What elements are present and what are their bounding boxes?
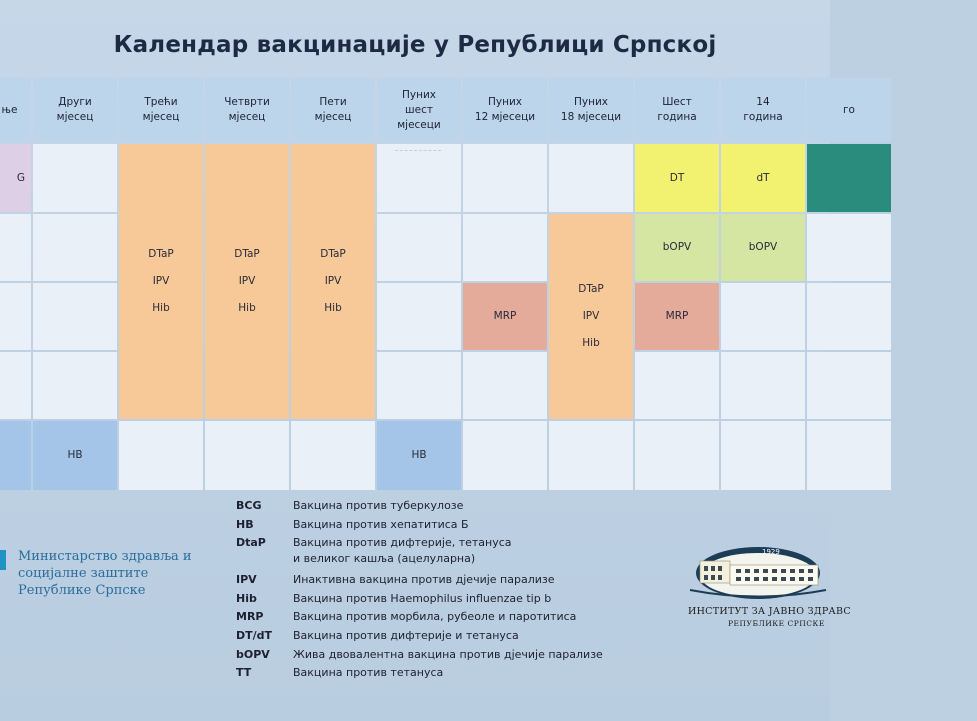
cell-dt-year-6 [635,144,719,212]
empty-cell [33,214,117,281]
header-cell-month-18: Пуних 18 мјесеци [549,78,633,142]
page-title: Календар вакцинације у Републици Српској [113,32,717,58]
legend-desc: Вакцина против дифтерије и тетануса [293,628,519,642]
ministry-line-1: Министарство здравља и [18,549,192,564]
header-cell-last: го [807,78,891,142]
vaccine-ipv: IPV [324,275,342,287]
legend-abbr: IPV [236,573,257,587]
cell-label: bOPV [748,241,778,253]
empty-cell [549,421,633,490]
cell-hb-month-2 [33,421,117,490]
empty-cell [463,144,547,212]
empty-cell [635,352,719,419]
header-cell-first: ње [0,78,31,142]
empty-cell [0,352,31,419]
legend-abbr: DT/dT [236,628,273,642]
header-cell-month-2: Други мјесец [33,78,117,142]
vaccine-ipv: IPV [238,275,256,287]
ministry-accent-bar [0,550,6,570]
empty-cell [721,421,805,490]
cell-label: DT [669,171,685,184]
empty-cell [549,144,633,212]
cell-hb-month-6 [377,421,461,490]
legend-desc-line-1: Вакцина против дифтерије, тетануса [293,536,512,550]
empty-cell [807,421,891,490]
empty-cell [721,352,805,419]
legend-abbr: bOPV [236,647,270,661]
legend [236,499,623,685]
empty-cell [33,144,117,212]
legend-row [236,573,623,592]
empty-cell [807,283,891,350]
header-cell-month-5: Пети мјесец [291,78,375,142]
cell-combo-month-4 [205,144,289,419]
legend-desc: Вакцина против Haemophilus influenzae tip b [293,591,552,605]
legend-desc: Вакцина против морбила, рубеоле и паротитиса [293,610,577,624]
empty-cell [33,283,117,350]
legend-abbr: MRP [236,610,264,624]
empty-cell [377,214,461,281]
cell-combo-month-5 [291,144,375,419]
vaccine-dtap: DTaP [578,283,604,295]
legend-desc-multiline [293,536,623,565]
empty-cell [377,352,461,419]
empty-cell [635,421,719,490]
ministry-line-2: социјалне заштите [18,566,149,581]
legend-desc-line-2: и великог кашља (ацелуларна) [293,552,476,566]
cell-label: MRP [665,310,689,322]
cell-label: bOPV [662,241,692,253]
cell-label: HB [411,449,427,461]
legend-abbr: DtaP [236,536,266,550]
legend-row [236,592,623,611]
legend-desc: Жива двовалентна вакцина против дјечије парализе [293,647,603,661]
empty-cell [463,352,547,419]
header-cell-year-14: 14 година [721,78,805,142]
empty-cell [205,421,289,490]
vaccination-table [0,78,977,490]
vaccine-dtap: DTaP [234,248,260,260]
cell-label: dT [756,171,770,184]
vaccine-hib: Hib [152,302,170,314]
header-cell-month-3: Трећи мјесец [119,78,203,142]
header-cell-month-6: Пуних шест мјесеци [377,78,461,142]
legend-desc: Вакцина против хепатитиса Б [293,517,469,531]
vaccine-ipv: IPV [582,310,600,322]
cell-label: G [16,171,25,184]
legend-row [236,536,623,573]
legend-row [236,666,623,685]
legend-abbr: HB [236,517,254,531]
ministry-name [18,548,192,599]
empty-cell [721,283,805,350]
empty-cell [119,421,203,490]
institute-name: ИНСТИТУТ ЗА ЈАВНО ЗДРАВС [688,606,851,617]
cell-bcg-partial [0,144,31,212]
cell-mrp-year-6 [635,283,719,350]
empty-cell [377,283,461,350]
legend-row [236,648,623,667]
vaccine-dtap: DTaP [320,248,346,260]
legend-abbr: TT [236,666,252,680]
ministry-line-3: Републике Српске [18,583,146,598]
empty-cell [0,214,31,281]
vaccine-ipv: IPV [152,275,170,287]
header-cell-month-4: Четврти мјесец [205,78,289,142]
legend-row [236,610,623,629]
empty-cell [463,214,547,281]
logo-building-main [730,565,818,585]
vaccine-hib: Hib [582,337,600,349]
cell-bopv-year-14 [721,214,805,281]
vaccine-dtap: DTaP [148,248,174,260]
legend-abbr: BCG [236,499,262,512]
cell-hb-partial [0,421,31,490]
vaccine-hib: Hib [238,302,256,314]
cell-combo-month-3 [119,144,203,419]
vaccine-hib: Hib [324,302,342,314]
institute-subtitle: РЕПУБЛИКЕ СРПСКЕ [728,619,825,628]
empty-cell [33,352,117,419]
cell-mrp-month-12 [463,283,547,350]
logo-year: 1929 [762,548,780,556]
legend-desc: Инактивна вакцина против дјечије парализе [293,573,555,587]
cell-tt-partial [807,144,891,212]
empty-cell [807,214,891,281]
legend-desc: Вакцина против тетануса [293,666,444,680]
cell-dt-year-14 [721,144,805,212]
empty-cell [807,352,891,419]
legend-row [236,518,623,537]
empty-cell [291,421,375,490]
legend-desc: Вакцина против туберкулозе [293,499,464,512]
legend-abbr: Hib [236,591,257,605]
faint-mark [395,150,441,157]
cell-combo-month-18 [549,214,633,419]
legend-row [236,499,623,518]
header-cell-month-12: Пуних 12 мјесеци [463,78,547,142]
legend-row [236,629,623,648]
cell-label: MRP [493,310,517,322]
cell-label: HB [67,449,83,461]
cell-bopv-year-6 [635,214,719,281]
empty-cell [0,283,31,350]
header-cell-year-6: Шест година [635,78,719,142]
empty-cell [463,421,547,490]
